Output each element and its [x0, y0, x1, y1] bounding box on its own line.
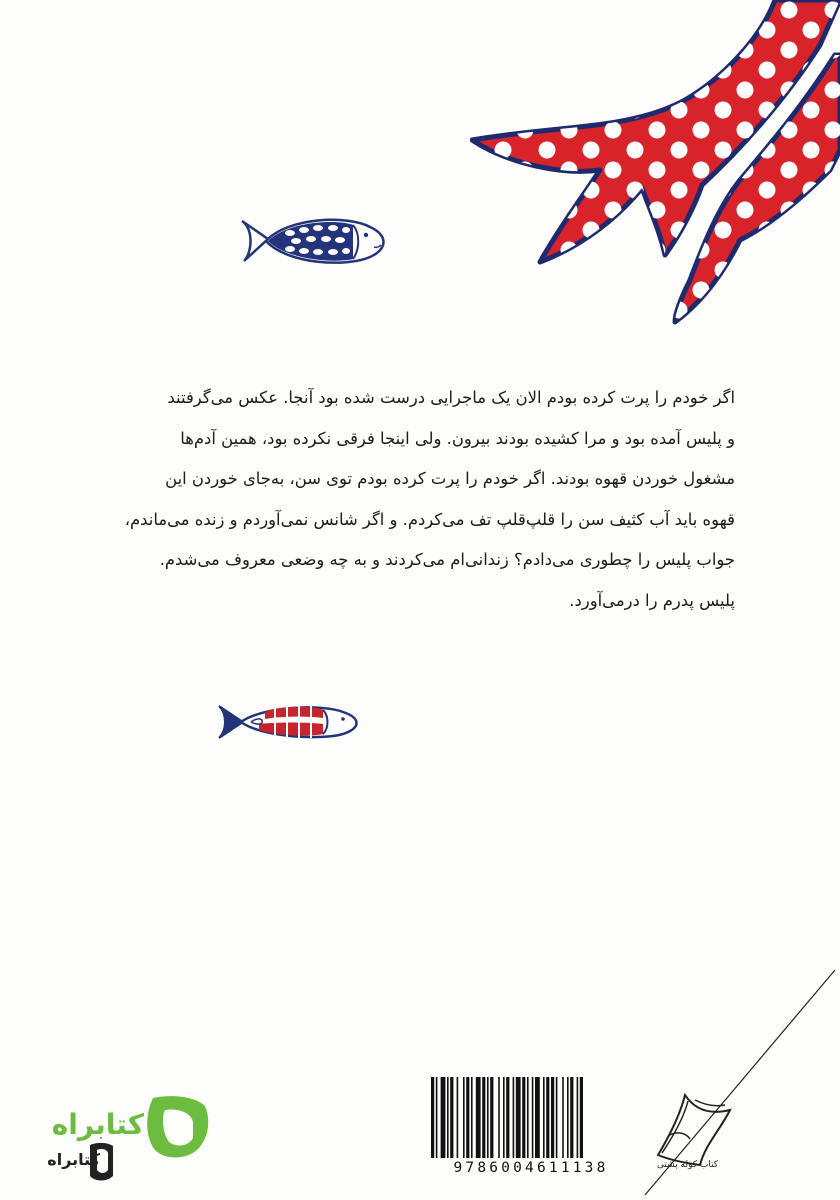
striped-fish-illustration: [215, 700, 365, 744]
blurb-line: قهوه باید آب کثیف سن را قلپ‌قلپ تف می‌کردم. و اگر شانس نمی‌آوردم و زنده می‌ماندم،: [124, 509, 735, 529]
blurb-line: اگر خودم را پرت کرده بودم الان یک ماجرایی درست شده بود آنجا. عکس می‌گرفتند: [167, 388, 735, 407]
blurb-line: جواب پلیس را چطوری می‌دادم؟ زندانی‌ام می‌کردند و به چه وضعی معروف می‌شدم.: [159, 550, 735, 569]
blurb-line: مشغول خوردن قهوه بودند. اگر خودم را پرت کرده بودم توی سن، به‌جای خوردن این: [165, 469, 735, 488]
ketabrah-wordmark: کتابراه: [51, 1108, 144, 1141]
blurb-line: و پلیس آمده بود و مرا کشیده بودند بیرون. ولی اینجا فرقی نکرده بود، همین آدم‌ها: [180, 428, 735, 448]
blue-fish-illustration: [238, 213, 390, 269]
blurb-line: پلیس پدرم را درمی‌آورد.: [569, 590, 735, 610]
isbn-digits: 9786004611138: [426, 1158, 636, 1178]
publisher-name: کتاب کوله پشتی: [656, 1160, 719, 1170]
red-scarf-illustration: [470, 0, 840, 330]
ketabrah-wordmark-small: کتابراه: [47, 1150, 100, 1169]
back-cover-blurb: [100, 378, 735, 621]
